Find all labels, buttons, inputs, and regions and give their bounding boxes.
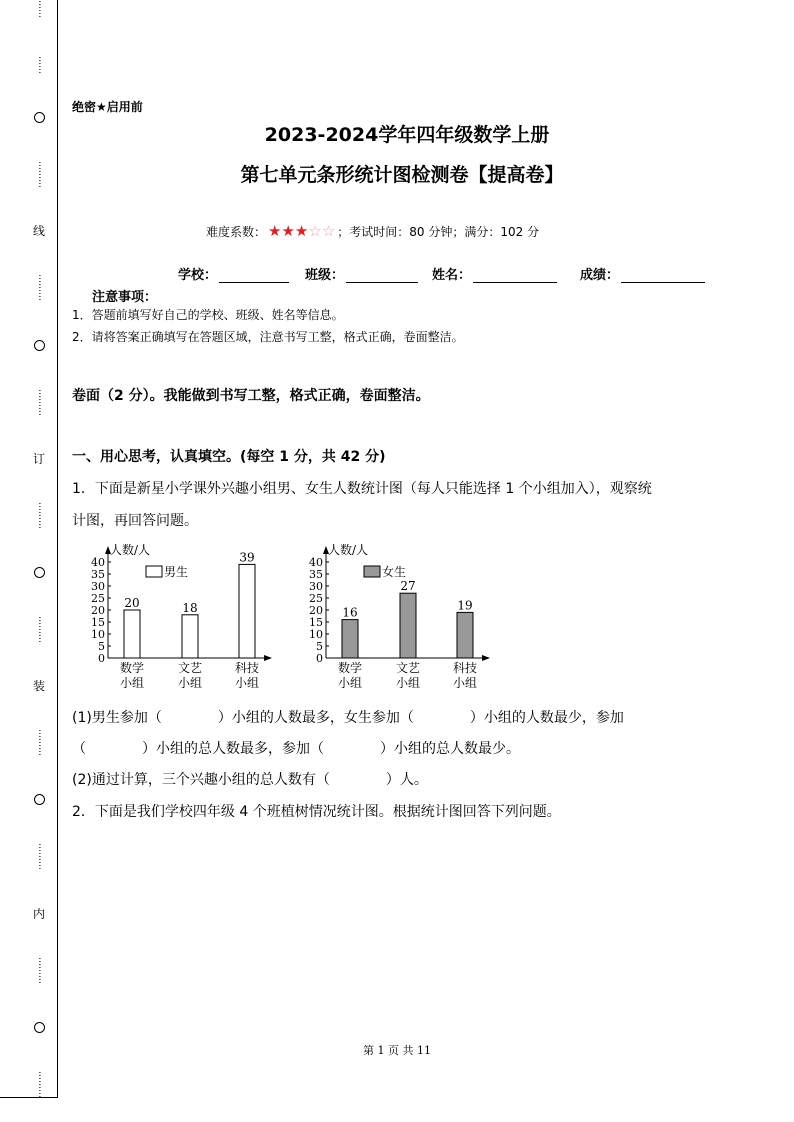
category-label: 科技: [234, 661, 260, 675]
bar: [457, 612, 473, 658]
legend-swatch: [364, 566, 380, 577]
data-label: 16: [342, 605, 358, 620]
score-blank[interactable]: [621, 270, 705, 283]
star-empty-icon: ☆: [321, 222, 336, 240]
school-field: [178, 264, 289, 283]
y-tick-label: 10: [309, 628, 323, 641]
y-tick-label: 35: [309, 568, 323, 581]
x-axis-arrow: [482, 655, 490, 661]
boys-bar-chart: [84, 540, 284, 696]
margin-dots: ⋯⋯⋯: [34, 956, 44, 984]
x-axis-arrow: [264, 655, 272, 661]
margin-dots: ⋯⋯⋯: [34, 1070, 44, 1098]
margin-dots: ⋯⋯⋯: [34, 729, 44, 757]
category-label: 科技: [452, 661, 478, 675]
margin-label-line: 线: [32, 224, 45, 239]
y-tick-label: 40: [91, 556, 105, 569]
y-tick-label: 5: [316, 640, 323, 653]
margin-circle: [34, 567, 45, 578]
category-label: 数学: [337, 661, 363, 675]
category-label: 小组: [337, 676, 363, 690]
question-1-line1: 1．下面是新星小学课外兴趣小组男、女生人数统计图（每人只能选择 1 个小组加入），观察统: [72, 481, 652, 497]
exam-time-score: ；考试时间：80 分钟；满分：102 分: [337, 224, 540, 239]
page-footer: 第 1 页 共 11: [363, 1044, 431, 1057]
y-tick-label: 15: [309, 616, 323, 629]
question-2: 2．下面是我们学校四年级 4 个班植树情况统计图。根据统计图回答下列问题。: [72, 804, 561, 820]
margin-label-order: 订: [32, 451, 45, 466]
data-label: 18: [182, 600, 198, 615]
margin-dots: ⋯⋯⋯: [34, 843, 44, 871]
y-tick-label: 30: [91, 580, 105, 593]
girls-bar-chart: [302, 540, 502, 696]
notice-item-1: 1．答题前填写好自己的学校、班级、姓名等信息。: [72, 308, 344, 322]
exam-meta: [206, 222, 539, 240]
difficulty-label: 难度系数：: [206, 224, 267, 239]
category-label: 小组: [452, 676, 478, 690]
margin-dots: ⋯⋯⋯: [34, 501, 44, 529]
question-1-sub1-line2: （ ）小组的总人数最多，参加（ ）小组的总人数最少。: [72, 741, 520, 757]
legend-swatch: [146, 566, 162, 577]
notice-item-2: 2．请将答案正确填写在答题区域，注意书写工整，格式正确，卷面整洁。: [72, 330, 464, 344]
category-label: 文艺: [395, 661, 421, 675]
name-field: [432, 264, 557, 283]
exam-title-line1: 2023-2024学年四年级数学上册: [264, 124, 550, 146]
y-tick-label: 10: [91, 628, 105, 641]
question-1-sub2: (2)通过计算，三个兴趣小组的总人数有（ ）人。: [72, 772, 428, 788]
data-label: 39: [239, 550, 255, 565]
y-tick-label: 25: [309, 592, 323, 605]
bar: [182, 615, 198, 658]
name-label: 姓名：: [432, 268, 472, 283]
score-label: 成绩：: [580, 268, 620, 283]
margin-dots: ⋯⋯⋯: [34, 616, 44, 644]
y-tick-label: 15: [91, 616, 105, 629]
legend-label: 女生: [382, 565, 407, 579]
category-label: 小组: [119, 676, 145, 690]
name-blank[interactable]: [473, 270, 557, 283]
category-label: 文艺: [177, 661, 203, 675]
category-label: 数学: [119, 661, 145, 675]
neatness-section: 卷面（2 分）。我能做到书写工整，格式正确，卷面整洁。: [72, 388, 430, 404]
data-label: 20: [124, 596, 140, 610]
margin-dots: ⋯⋯⋯: [34, 161, 44, 189]
class-blank[interactable]: [346, 270, 418, 283]
star-filled-icon: ★: [281, 222, 295, 240]
star-filled-icon: ★: [268, 222, 282, 240]
y-tick-label: 0: [98, 652, 105, 665]
margin-circle: [34, 340, 45, 351]
data-label: 19: [457, 598, 473, 613]
exam-title-line2: 第七单元条形统计图检测卷【提高卷】: [240, 164, 564, 186]
category-label: 小组: [395, 676, 421, 690]
question-1-line2: 计图，再回答问题。: [72, 513, 198, 529]
y-tick-label: 0: [316, 652, 323, 665]
bar: [400, 593, 416, 658]
notice-title: 注意事项：: [92, 290, 158, 305]
category-label: 小组: [177, 676, 203, 690]
section-one-heading: 一、用心思考，认真填空。(每空 1 分，共 42 分): [72, 449, 386, 465]
margin-label-inner: 内: [32, 906, 45, 921]
score-field: [580, 264, 705, 283]
difficulty-stars: [268, 222, 335, 240]
y-tick-label: 20: [309, 604, 323, 617]
class-field: [305, 264, 418, 283]
margin-dots: ⋯⋯: [34, 0, 44, 18]
y-tick-label: 35: [91, 568, 105, 581]
y-axis-label: 人数/人: [110, 543, 151, 557]
bar: [239, 564, 255, 658]
question-1-sub1-line1: (1)男生参加（ ）小组的人数最多，女生参加（ ）小组的人数最少，参加: [72, 710, 624, 726]
y-tick-label: 25: [91, 592, 105, 605]
y-tick-label: 5: [98, 640, 105, 653]
class-label: 班级：: [305, 268, 345, 283]
margin-dots: ⋯⋯⋯: [34, 388, 44, 416]
top-secret-label: 绝密★启用前: [72, 100, 143, 114]
category-label: 小组: [234, 676, 260, 690]
margin-label-bind: 装: [32, 679, 45, 694]
margin-circle: [34, 1022, 45, 1033]
y-axis-label: 人数/人: [328, 543, 369, 557]
margin-dots: ⋯⋯⋯: [34, 274, 44, 302]
legend-label: 男生: [164, 565, 189, 579]
school-blank[interactable]: [219, 270, 289, 283]
bar: [342, 620, 358, 658]
margin-circle: [34, 794, 45, 805]
star-filled-icon: ★: [294, 222, 309, 240]
school-label: 学校：: [178, 268, 218, 283]
star-empty-icon: ☆: [308, 222, 322, 240]
boys-chart-group: [91, 542, 272, 690]
margin-dots: ⋯⋯: [34, 56, 44, 75]
y-tick-label: 30: [309, 580, 323, 593]
girls-chart-group: [309, 542, 490, 690]
data-label: 27: [400, 579, 416, 594]
bar: [124, 610, 140, 658]
y-tick-label: 40: [309, 556, 323, 569]
y-tick-label: 20: [91, 604, 105, 617]
